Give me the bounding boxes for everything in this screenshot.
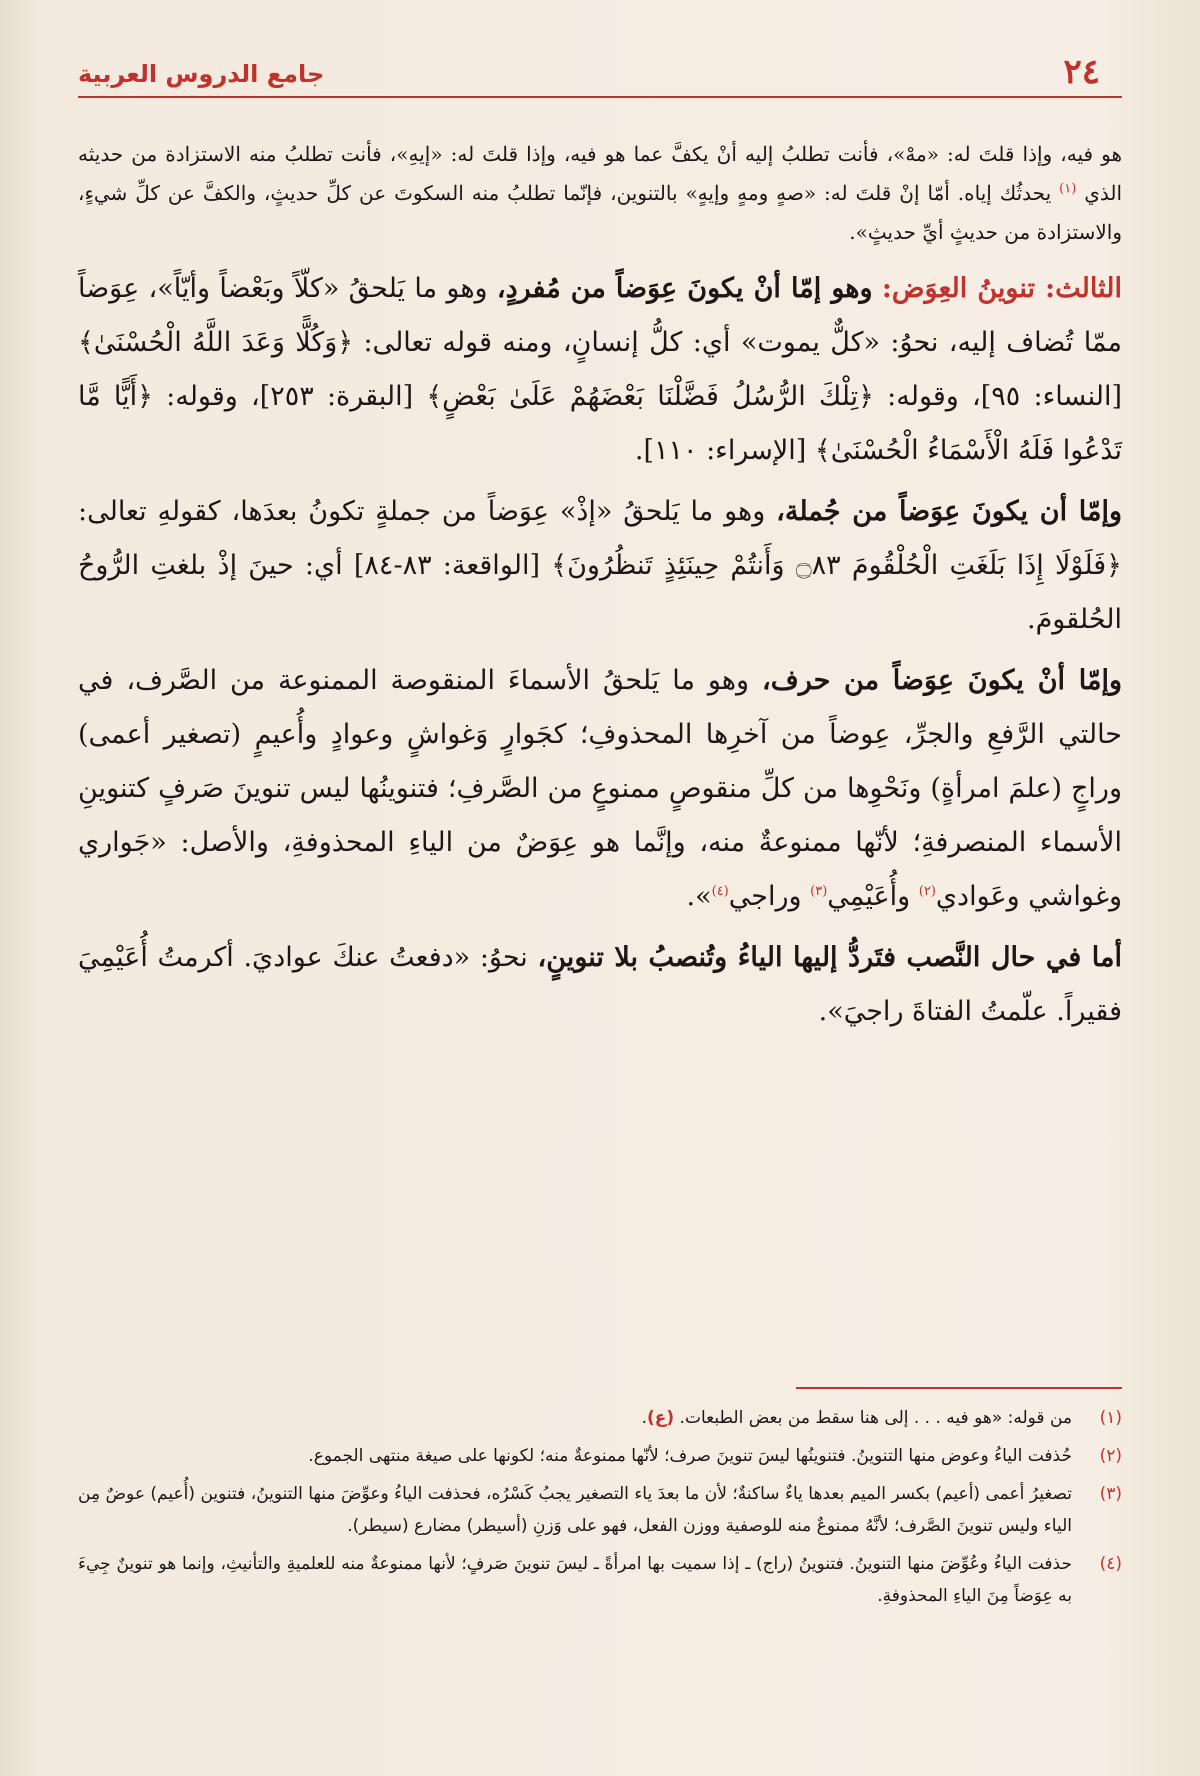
paragraph-5 [78, 931, 1122, 1039]
footnote-text: حُذفت الياءُ وعوض منها التنوينُ. فتنوينُها ليسَ تنوينَ صرف؛ لأنّها ممنوعةٌ منه؛ لكونها على صيغة منتهى الجموع. [308, 1446, 1072, 1466]
footnote-tag: (ع) [646, 1408, 675, 1428]
footnote-ref-2[interactable]: (٢) [918, 884, 936, 899]
paragraph-5-bold: أما في حال النَّصب فتَردُّ إليها الياءُ وتُنصبُ بلا تنوينٍ، [537, 942, 1122, 973]
page-number: ٢٤ [1063, 52, 1100, 92]
paragraph-1-part-a: هو فيه، وإذا قلتَ له: «مهْ»، فأنت تطلبُ إليه أنْ يكفَّ عما هو فيه، وإذا قلتَ له: «إيهِ»، فأنت تطلبُ منه الاستزادة من حديثه الذي [78, 142, 1123, 205]
footnote-4 [78, 1548, 1122, 1612]
footnote-number: (٢) [1099, 1446, 1122, 1466]
footnote-ref-3[interactable]: (٣) [810, 884, 828, 899]
footnote-number: (١) [1099, 1408, 1122, 1428]
paragraph-1 [78, 135, 1122, 252]
section-heading-tanween-iwad: الثالث: تنوينُ العِوَض: [881, 273, 1122, 304]
paragraph-2-bold: وهو إمّا أنْ يكونَ عِوَضاً من مُفردٍ، [496, 273, 873, 304]
paragraph-4-text-b: وأُعَيْمِي [827, 881, 911, 912]
footnote-text: من قوله: «هو فيه . . . إلى هنا سقط من بعض الطبعات. (ع). [641, 1408, 1072, 1428]
paragraph-2 [78, 262, 1122, 478]
footnote-1 [78, 1402, 1122, 1434]
paragraph-4-text-a: وهو ما يَلحقُ الأسماءَ المنقوصة الممنوعة من الصَّرف، في حالتي الرَّفعِ والجرِّ، عِوضاً من آخرِها المحذوفِ؛ كجَوارٍ وَغواشٍ وعوادٍ وأُعيمٍ (تصغير أعمى) وراجٍ (علمَ امرأةٍ) ونَحْوِها من كلِّ منقوصٍ ممنوعٍ من الصَّرفِ؛ فتنوينُها ليس تنوينَ صَرفٍ كتنوينِ الأسماء المنصرفةِ؛ لأنّها ممنوعةٌ منه، وإنَّما هو عِوَضٌ من الياءِ المحذوفةِ، والأصل: «جَواري وغواشي وعَوادي [78, 665, 1122, 912]
paragraph-3 [78, 485, 1122, 647]
header-rule [78, 96, 1122, 98]
footnote-ref-1[interactable]: (١) [1059, 181, 1077, 197]
footnote-number: (٣) [1099, 1484, 1122, 1504]
footnote-number: (٤) [1099, 1554, 1122, 1574]
footnotes-rule [796, 1387, 1122, 1389]
page-header [78, 52, 1122, 102]
running-title: جامع الدروس العربية [78, 60, 325, 88]
paragraph-4 [78, 654, 1122, 924]
paragraph-5-text: نحوُ: «دفعتُ عنكَ عواديَ. أكرمتُ أُعَيْمِيَ فقيراً. علّمتُ الفتاةَ راجيَ». [78, 942, 1122, 1027]
paragraph-4-text-d: ». [686, 881, 712, 912]
footnote-text: تصغيرُ أعمى (أعيم) بكسر الميم بعدها ياءٌ ساكنةٌ؛ لأن ما بعدَ ياء التصغير يجبُ كَسْرُه، فحذفت الياءُ وعوِّضَ منها التنوينُ، فتنوين (أُعيم) عوضٌ مِن الياء وليس تنوينَ الصَّرف؛ لأنَّهُ ممنوعٌ منه للوصفية ووزن الفعل، فهو على وَزنِ (أسيطر) مضارع (سيطر). [78, 1484, 1072, 1536]
footnote-ref-4[interactable]: (٤) [711, 884, 729, 899]
footnote-2 [78, 1440, 1122, 1472]
paragraph-4-bold: وإمّا أنْ يكونَ عِوَضاً من حرف، [762, 665, 1122, 696]
paragraph-3-text: وهو ما يَلحقُ «إذْ» عِوَضاً من جملةٍ تكونُ بعدَها، كقولهِ تعالى: ﴿فَلَوْلَا إِذَا بَلَغَتِ الْحُلْقُومَ ۝٨٣ وَأَنتُمْ حِينَئِذٍ تَنظُرُونَ﴾ [الواقعة: ٨٣-٨٤] أي: حينَ إذْ بلغتِ الرُّوحُ الحُلقومَ. [78, 496, 1123, 635]
footnotes [78, 1402, 1122, 1618]
main-text [78, 135, 1122, 1046]
paragraph-1-part-b: يحدثُك إياه. أمّا إنْ قلتَ له: «صهٍ ومهٍ وإيهٍ» بالتنوين، فإنّما تطلبُ منه السكوتَ عن كلِّ حديثٍ، والكفَّ عن كلِّ شيءٍ، والاستزادة من حديثٍ أيِّ حديثٍ». [78, 181, 1122, 244]
paragraph-2-text: وهو ما يَلحقُ «كلّاً وبَعْضاً وأيّاً»، عِوَضاً ممّا تُضاف إليه، نحوُ: «كلٌّ يموت» أي: كلُّ إنسانٍ، ومنه قوله تعالى: ﴿وَكُلًّا وَعَدَ اللَّهُ الْحُسْنَىٰ﴾ [النساء: ٩٥]، وقوله: ﴿تِلْكَ الرُّسُلُ فَضَّلْنَا بَعْضَهُمْ عَلَىٰ بَعْضٍ﴾ [البقرة: ٢٥٣]، وقوله: ﴿أَيًّا مَّا تَدْعُوا فَلَهُ الْأَسْمَاءُ الْحُسْنَىٰ﴾ [الإسراء: ١١٠]. [78, 273, 1122, 466]
footnote-3 [78, 1478, 1122, 1542]
paragraph-4-text-c: وراجي [728, 881, 802, 912]
paragraph-3-bold: وإمّا أن يكونَ عِوَضاً من جُملة، [776, 496, 1122, 527]
footnote-text: حذفت الياءُ وعُوِّضَ منها التنوينُ. فتنوينُ (راج) ـ إذا سميت بها امرأةً ـ ليسَ تنوينَ صَرفٍ؛ لأنها ممنوعةٌ منه للعلميةِ والتأنيثِ، وإنما هو تنوينٌ جِيءَ به عِوَضاً مِنَ الياءِ المحذوفةِ. [78, 1554, 1072, 1606]
